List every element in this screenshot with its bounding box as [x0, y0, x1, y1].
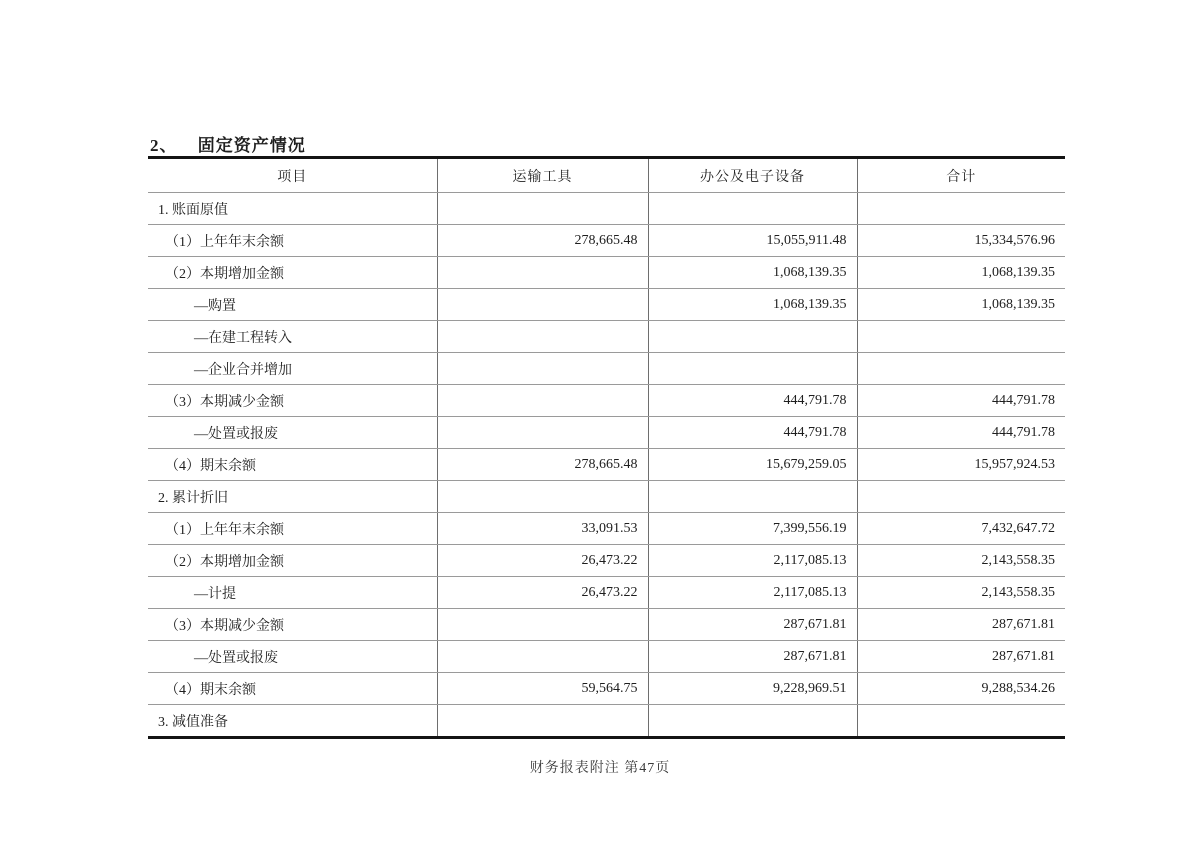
- table-row: [148, 449, 1065, 481]
- cell-value: 33,091.53: [437, 513, 648, 545]
- cell-value: [437, 289, 648, 321]
- cell-value: 1,068,139.35: [857, 289, 1065, 321]
- cell-value: [648, 705, 857, 738]
- cell-value: 287,671.81: [648, 641, 857, 673]
- column-header: 运输工具: [437, 158, 648, 193]
- column-header: 合计: [857, 158, 1065, 193]
- section-title: [150, 131, 306, 156]
- cell-value: 287,671.81: [648, 609, 857, 641]
- cell-value: [437, 705, 648, 738]
- row-label: （2）本期增加金额: [148, 257, 437, 289]
- cell-value: 2,117,085.13: [648, 545, 857, 577]
- cell-value: [857, 481, 1065, 513]
- column-header: 项目: [148, 158, 437, 193]
- row-label: 3. 减值准备: [148, 705, 437, 738]
- row-label: —处置或报废: [148, 417, 437, 449]
- cell-value: [857, 353, 1065, 385]
- cell-value: 9,288,534.26: [857, 673, 1065, 705]
- row-label: —在建工程转入: [148, 321, 437, 353]
- row-label: （4）期末余额: [148, 673, 437, 705]
- header-row: [148, 158, 1065, 193]
- section-number: 2、: [150, 136, 178, 155]
- cell-value: 26,473.22: [437, 577, 648, 609]
- cell-value: 2,117,085.13: [648, 577, 857, 609]
- cell-value: 278,665.48: [437, 225, 648, 257]
- cell-value: 287,671.81: [857, 641, 1065, 673]
- cell-value: 7,432,647.72: [857, 513, 1065, 545]
- cell-value: 59,564.75: [437, 673, 648, 705]
- cell-value: [437, 257, 648, 289]
- cell-value: [437, 481, 648, 513]
- cell-value: [437, 321, 648, 353]
- table-row: [148, 513, 1065, 545]
- row-label: （1）上年年末余额: [148, 225, 437, 257]
- cell-value: 7,399,556.19: [648, 513, 857, 545]
- cell-value: 444,791.78: [648, 385, 857, 417]
- cell-value: 278,665.48: [437, 449, 648, 481]
- cell-value: 15,055,911.48: [648, 225, 857, 257]
- cell-value: 15,957,924.53: [857, 449, 1065, 481]
- row-label: —处置或报废: [148, 641, 437, 673]
- row-label: —购置: [148, 289, 437, 321]
- table-row: [148, 673, 1065, 705]
- page-footer: 财务报表附注 第47页: [529, 761, 671, 776]
- row-label: （3）本期减少金额: [148, 385, 437, 417]
- cell-value: [437, 641, 648, 673]
- table-row: [148, 641, 1065, 673]
- row-label: （1）上年年末余额: [148, 513, 437, 545]
- cell-value: [857, 705, 1065, 738]
- table-row: [148, 705, 1065, 738]
- section-title-text: 固定资产情况: [197, 136, 306, 155]
- cell-value: [648, 481, 857, 513]
- row-label: —计提: [148, 577, 437, 609]
- row-label: （3）本期减少金额: [148, 609, 437, 641]
- cell-value: 9,228,969.51: [648, 673, 857, 705]
- cell-value: [857, 193, 1065, 225]
- cell-value: 444,791.78: [857, 385, 1065, 417]
- cell-value: 2,143,558.35: [857, 545, 1065, 577]
- cell-value: 2,143,558.35: [857, 577, 1065, 609]
- table-row: [148, 385, 1065, 417]
- table-row: [148, 257, 1065, 289]
- cell-value: [648, 193, 857, 225]
- row-label: （2）本期增加金额: [148, 545, 437, 577]
- cell-value: [437, 353, 648, 385]
- column-header: 办公及电子设备: [648, 158, 857, 193]
- cell-value: 444,791.78: [857, 417, 1065, 449]
- cell-value: 287,671.81: [857, 609, 1065, 641]
- cell-value: [437, 385, 648, 417]
- table-row: [148, 321, 1065, 353]
- table-row: [148, 289, 1065, 321]
- cell-value: 15,334,576.96: [857, 225, 1065, 257]
- row-label: 1. 账面原值: [148, 193, 437, 225]
- cell-value: [437, 193, 648, 225]
- cell-value: 444,791.78: [648, 417, 857, 449]
- cell-value: 1,068,139.35: [857, 257, 1065, 289]
- fixed-assets-table-container: [148, 156, 1065, 739]
- table-row: [148, 193, 1065, 225]
- cell-value: [437, 609, 648, 641]
- table-body: [148, 193, 1065, 738]
- cell-value: 15,679,259.05: [648, 449, 857, 481]
- table-row: [148, 481, 1065, 513]
- row-label: （4）期末余额: [148, 449, 437, 481]
- table-row: [148, 225, 1065, 257]
- table-row: [148, 545, 1065, 577]
- table-row: [148, 609, 1065, 641]
- cell-value: [857, 321, 1065, 353]
- cell-value: [648, 321, 857, 353]
- row-label: 2. 累计折旧: [148, 481, 437, 513]
- table-row: [148, 577, 1065, 609]
- table-row: [148, 353, 1065, 385]
- table-row: [148, 417, 1065, 449]
- cell-value: [648, 353, 857, 385]
- cell-value: [437, 417, 648, 449]
- fixed-assets-table: [148, 156, 1065, 739]
- cell-value: 26,473.22: [437, 545, 648, 577]
- cell-value: 1,068,139.35: [648, 257, 857, 289]
- row-label: —企业合并增加: [148, 353, 437, 385]
- cell-value: 1,068,139.35: [648, 289, 857, 321]
